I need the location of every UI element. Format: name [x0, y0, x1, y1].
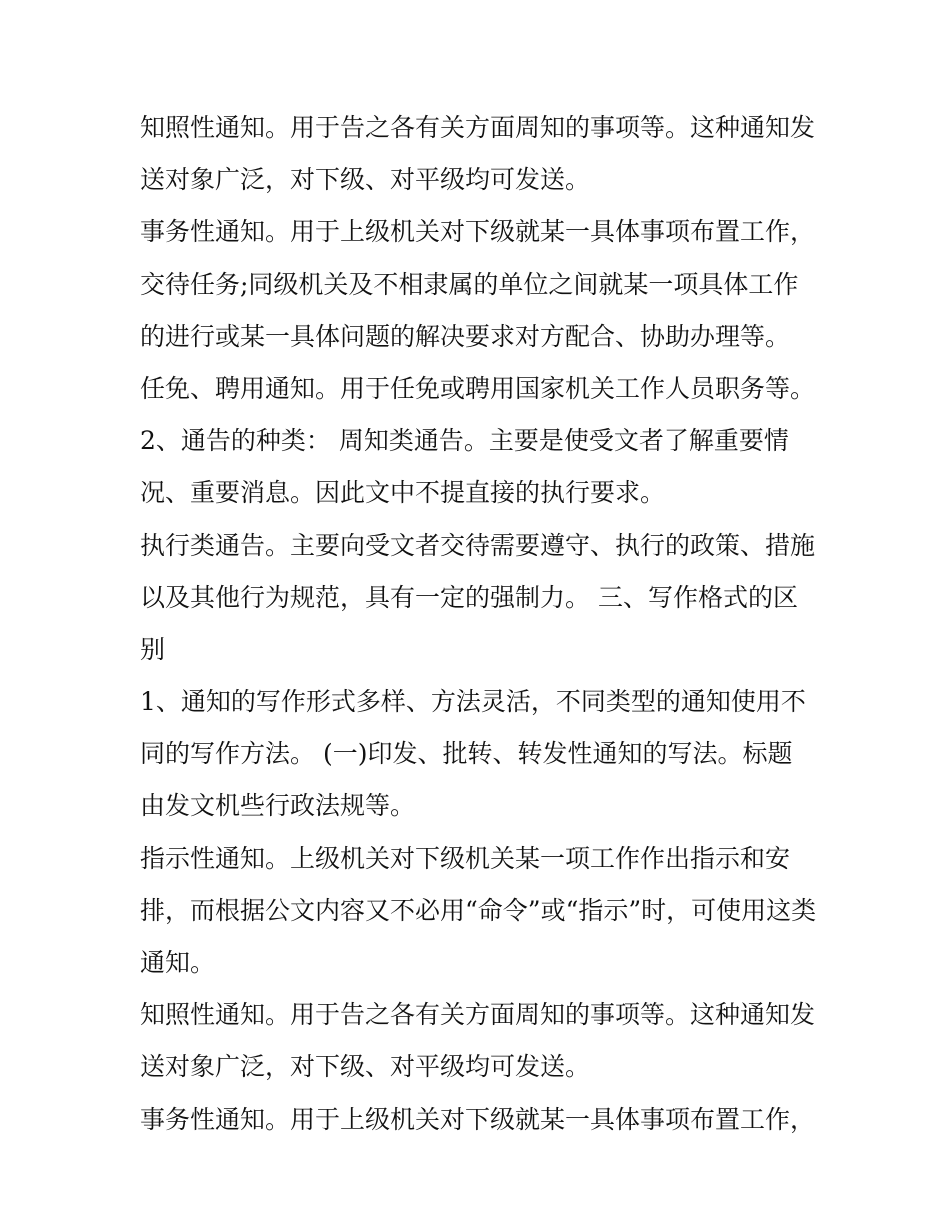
text-line: 执行类通告。主要向受文者交待需要遵守、执行的政策、措施 — [140, 530, 816, 560]
text-line: 由发文机些行政法规等。 — [140, 791, 416, 821]
text-line: 送对象广泛，对下级、对平级均可发送。 — [140, 165, 591, 195]
text-line: 的进行或某一具体问题的解决要求对方配合、协助办理等。 — [140, 321, 791, 351]
text-line: 事务性通知。用于上级机关对下级就某一具体事项布置工作， — [140, 1104, 816, 1134]
text-line: 指示性通知。上级机关对下级机关某一项工作作出指示和安 — [140, 843, 791, 873]
document-body — [140, 102, 830, 1146]
text-line: 事务性通知。用于上级机关对下级就某一具体事项布置工作， — [140, 217, 816, 247]
text-line: 排，而根据公文内容又不必用“命令”或“指示”时，可使用这类 — [140, 895, 817, 925]
text-line: 同的写作方法。 (一)印发、批转、转发性通知的写法。标题 — [140, 739, 793, 769]
text-line: 任免、聘用通知。用于任免或聘用国家机关工作人员职务等。 — [140, 373, 816, 403]
text-line: 通知。 — [140, 948, 216, 977]
text-line: 送对象广泛，对下级、对平级均可发送。 — [140, 1052, 591, 1082]
text-line: 交待任务;同级机关及不相隶属的单位之间就某一项具体工作 — [140, 269, 799, 299]
text-line: 别 — [140, 634, 166, 664]
text-line: 1、通知的写作形式多样、方法灵活，不同类型的通知使用不 — [140, 687, 806, 717]
text-line: 2、通告的种类： 周知类通告。主要是使受文者了解重要情 — [140, 426, 789, 456]
text-line: 况、重要消息。因此文中不提直接的执行要求。 — [140, 478, 666, 508]
text-line: 知照性通知。用于告之各有关方面周知的事项等。这种通知发 — [140, 113, 816, 142]
text-line: 知照性通知。用于告之各有关方面周知的事项等。这种通知发 — [140, 1000, 816, 1030]
text-line: 以及其他行为规范，具有一定的强制力。 三、写作格式的区 — [140, 582, 798, 612]
